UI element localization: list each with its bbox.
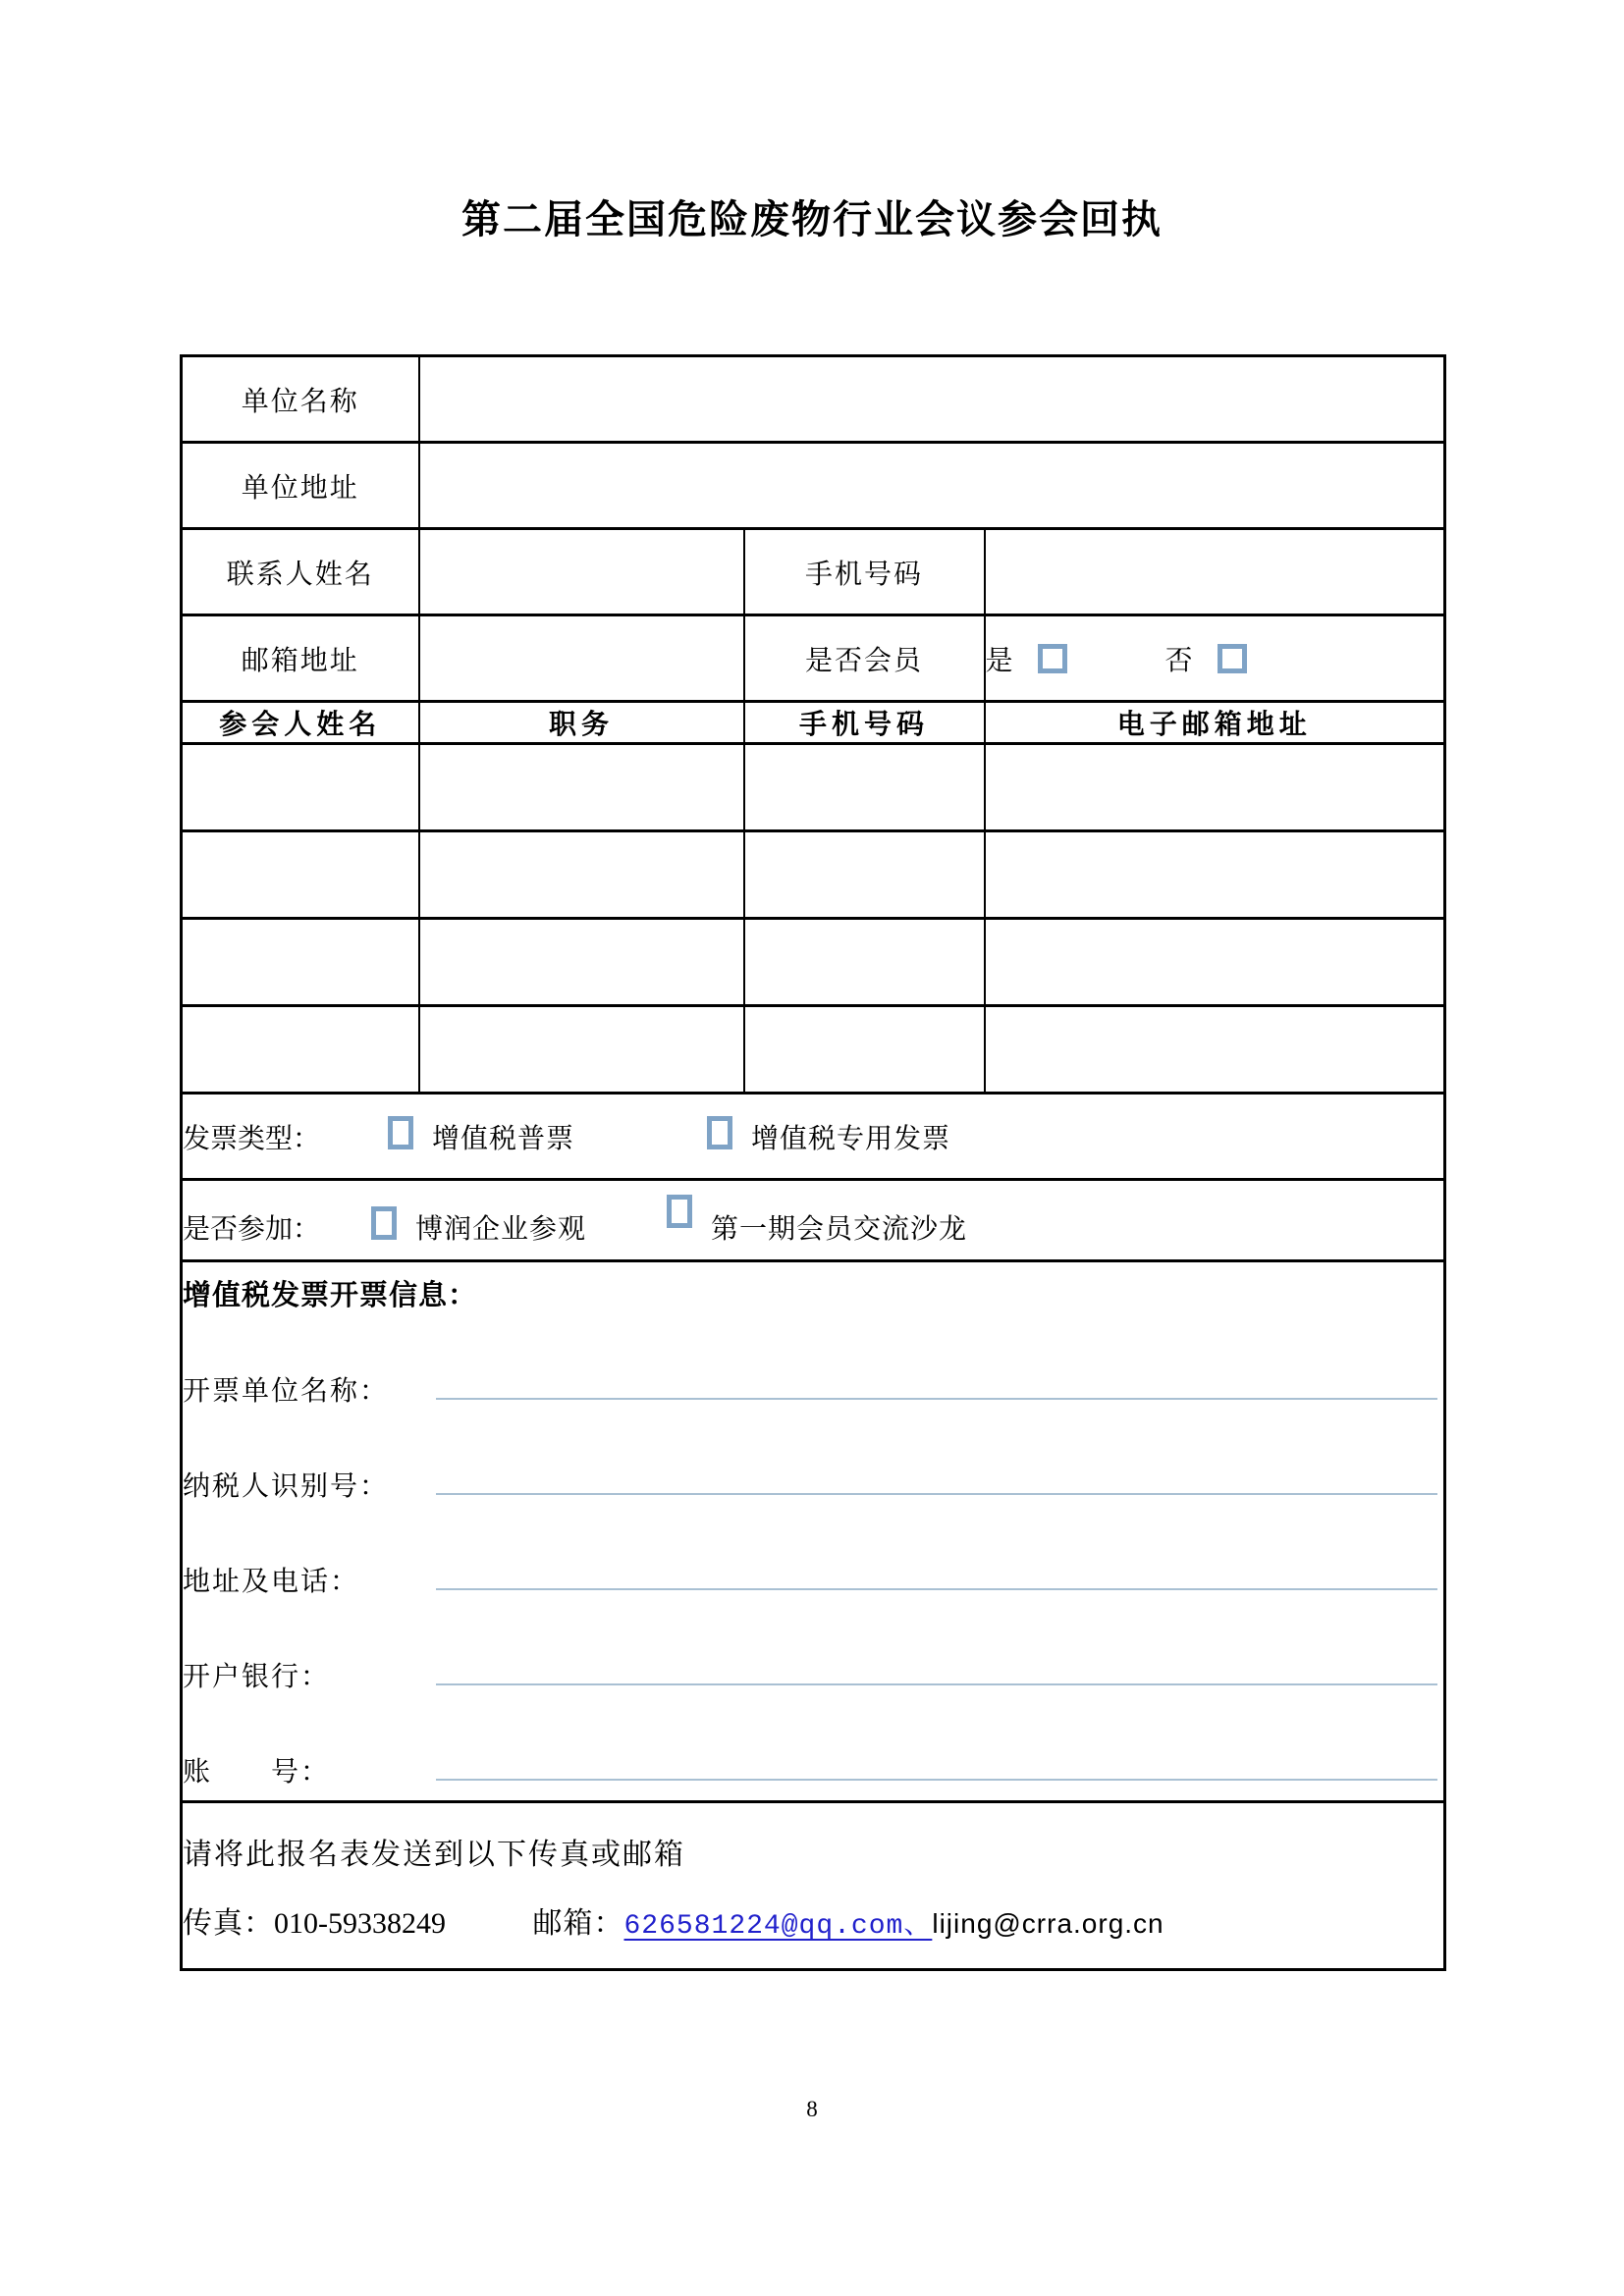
attendee-mobile-header: 手机号码 — [744, 702, 985, 744]
attendee-position-header: 职务 — [419, 702, 744, 744]
email-link[interactable]: 626581224@qq.com、 — [623, 1911, 933, 1942]
attendee-2-name-cell[interactable] — [182, 831, 419, 919]
email-input-cell[interactable] — [419, 615, 744, 702]
unit-name-input-cell[interactable] — [419, 356, 1445, 443]
email-label: 邮箱： — [532, 1907, 624, 1940]
contact-name-label: 联系人姓名 — [182, 529, 419, 615]
vat-company-label: 开票单位名称： — [183, 1376, 390, 1407]
attendee-3-email-cell[interactable] — [985, 919, 1445, 1006]
participate-label: 是否参加： — [183, 1213, 321, 1245]
participate-salon-label: 第一期会员交流沙龙 — [711, 1213, 968, 1245]
row-attendee-header — [182, 702, 1445, 744]
attendee-1-mobile-cell[interactable] — [744, 744, 985, 831]
footer-cell — [182, 1802, 1445, 1970]
participate-cell — [182, 1180, 1445, 1261]
unit-address-input-cell[interactable] — [419, 443, 1445, 529]
invoice-general-checkbox-icon[interactable] — [388, 1116, 413, 1149]
invoice-special-checkbox-icon[interactable] — [707, 1116, 732, 1149]
attendee-2-position-cell[interactable] — [419, 831, 744, 919]
member-no-label: 否 — [1164, 645, 1194, 676]
contact-name-input-cell[interactable] — [419, 529, 744, 615]
attendee-1-name-cell[interactable] — [182, 744, 419, 831]
attendee-row-4 — [182, 1006, 1445, 1094]
attendee-name-header: 参会人姓名 — [182, 702, 419, 744]
invoice-special-label: 增值税专用发票 — [751, 1124, 951, 1154]
participate-visit-checkbox-icon[interactable] — [371, 1206, 397, 1240]
vat-taxid-label: 纳税人识别号： — [183, 1471, 390, 1502]
invoice-type-cell — [182, 1094, 1445, 1180]
attendee-1-position-cell[interactable] — [419, 744, 744, 831]
fax-label: 传真： — [183, 1907, 274, 1940]
row-participate — [182, 1180, 1445, 1261]
attendee-2-mobile-cell[interactable] — [744, 831, 985, 919]
vat-bank-label: 开户银行： — [183, 1662, 331, 1692]
vat-account-label: 账 号： — [183, 1757, 331, 1788]
member-choice-cell — [985, 615, 1445, 702]
participate-visit-label: 博润企业参观 — [415, 1213, 587, 1245]
row-email-member — [182, 615, 1445, 702]
vat-address-phone-blank-line[interactable] — [436, 1559, 1437, 1590]
row-footer — [182, 1802, 1445, 1970]
attendee-2-email-cell[interactable] — [985, 831, 1445, 919]
registration-form-table — [180, 354, 1446, 1971]
attendee-4-email-cell[interactable] — [985, 1006, 1445, 1094]
attendee-4-position-cell[interactable] — [419, 1006, 744, 1094]
attendee-row-2 — [182, 831, 1445, 919]
contact-mobile-input-cell[interactable] — [985, 529, 1445, 615]
page-title: 第二届全国危险废物行业会议参会回执 — [461, 198, 1163, 241]
vat-account-blank-line[interactable] — [436, 1749, 1437, 1781]
vat-field-account — [183, 1749, 1443, 1789]
email-plain: lijing@crra.org.cn — [932, 1908, 1164, 1939]
attendee-3-mobile-cell[interactable] — [744, 919, 985, 1006]
invoice-type-label: 发票类型： — [183, 1124, 321, 1154]
row-vat-info — [182, 1261, 1445, 1802]
attendee-3-name-cell[interactable] — [182, 919, 419, 1006]
attendee-row-1 — [182, 744, 1445, 831]
vat-field-company — [183, 1368, 1443, 1409]
page-number: 8 — [806, 2097, 818, 2121]
member-no-checkbox-icon[interactable] — [1218, 644, 1247, 673]
vat-address-phone-label: 地址及电话： — [183, 1567, 360, 1597]
attendee-row-3 — [182, 919, 1445, 1006]
row-unit-address — [182, 443, 1445, 529]
row-unit-name — [182, 356, 1445, 443]
contact-mobile-label: 手机号码 — [744, 529, 985, 615]
vat-info-cell — [182, 1261, 1445, 1802]
vat-info-heading: 增值税发票开票信息： — [183, 1280, 478, 1311]
unit-address-label: 单位地址 — [182, 443, 419, 529]
row-invoice-type — [182, 1094, 1445, 1180]
vat-bank-blank-line[interactable] — [436, 1654, 1437, 1685]
row-contact — [182, 529, 1445, 615]
attendee-email-header: 电子邮箱地址 — [985, 702, 1445, 744]
attendee-4-mobile-cell[interactable] — [744, 1006, 985, 1094]
vat-field-taxid — [183, 1464, 1443, 1504]
fax-number: 010-59338249 — [274, 1907, 446, 1940]
footer-note: 请将此报名表发送到以下传真或邮箱 — [183, 1839, 685, 1871]
email-label: 邮箱地址 — [182, 615, 419, 702]
member-yes-label: 是 — [985, 645, 1014, 676]
attendee-1-email-cell[interactable] — [985, 744, 1445, 831]
invoice-general-label: 增值税普票 — [432, 1124, 575, 1154]
participate-salon-checkbox-icon[interactable] — [667, 1195, 692, 1228]
attendee-3-position-cell[interactable] — [419, 919, 744, 1006]
member-label: 是否会员 — [744, 615, 985, 702]
unit-name-label: 单位名称 — [182, 356, 419, 443]
vat-company-blank-line[interactable] — [436, 1368, 1437, 1400]
member-yes-checkbox-icon[interactable] — [1038, 644, 1067, 673]
attendee-4-name-cell[interactable] — [182, 1006, 419, 1094]
footer-contact-line — [183, 1898, 1443, 1942]
vat-taxid-blank-line[interactable] — [436, 1464, 1437, 1495]
vat-field-bank — [183, 1654, 1443, 1694]
vat-field-address-phone — [183, 1559, 1443, 1599]
